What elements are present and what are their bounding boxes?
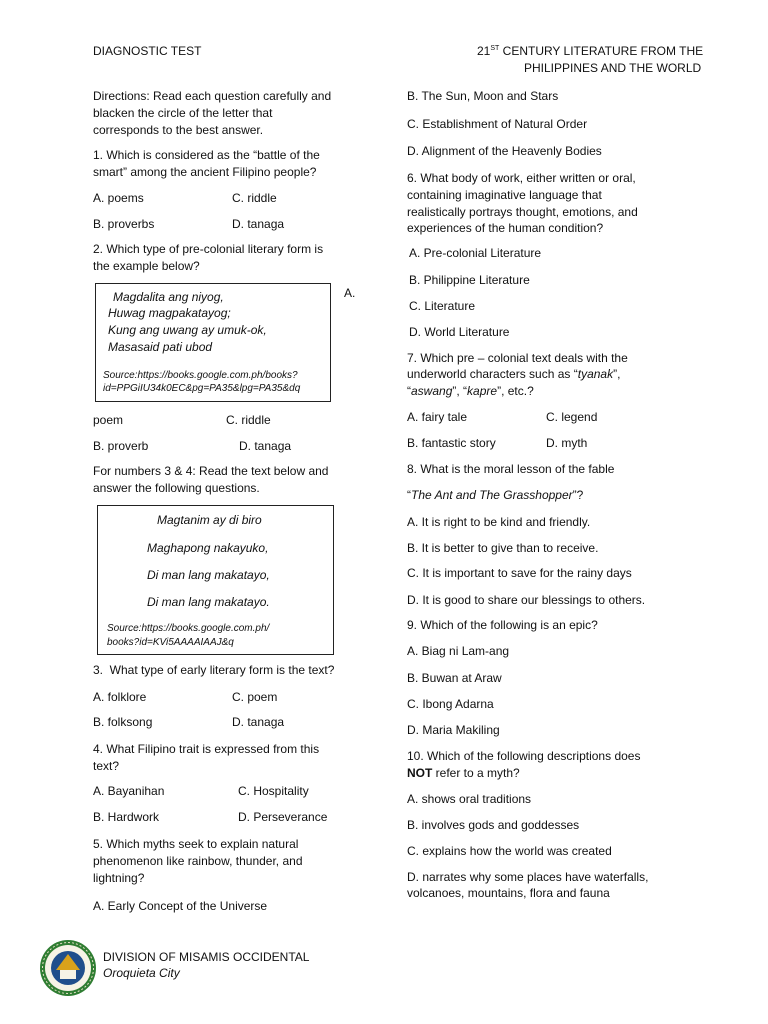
q8-option-a: A. It is right to be kind and friendly.: [407, 515, 591, 529]
q7-line-1: 7. Which pre – colonial text deals with the: [407, 351, 628, 365]
q8-option-c: C. It is important to save for the rainy days: [407, 566, 632, 580]
q1-option-b: B. proverbs: [93, 217, 155, 231]
q5-option-a: A. Early Concept of the Universe: [93, 899, 268, 913]
q2-option-a: poem: [93, 413, 124, 427]
q2-line-2: the example below?: [93, 259, 200, 273]
q9-line: 9. Which of the following is an epic?: [407, 618, 598, 632]
q2-poem-line-2: Huwag magpakatayog;: [108, 306, 231, 320]
q6-line-4: experiences of the human condition?: [407, 221, 604, 235]
poem2-line-4: Di man lang makatayo.: [147, 595, 270, 609]
q1-option-c: C. riddle: [232, 191, 277, 205]
q3-option-d: D. tanaga: [232, 715, 285, 729]
footer-city: Oroquieta City: [103, 966, 180, 980]
q10-line-2: NOT refer to a myth?: [407, 766, 520, 780]
poem2-line-3: Di man lang makatayo,: [147, 568, 270, 582]
q3-option-b: B. folksong: [93, 715, 153, 729]
q34-intro-line-2: answer the following questions.: [93, 481, 260, 495]
q3-option-c: C. poem: [232, 690, 278, 704]
q4-option-d: D. Perseverance: [238, 810, 328, 824]
q1-option-a: A. poems: [93, 191, 144, 205]
q4-option-a: A. Bayanihan: [93, 784, 165, 798]
q3-line: 3. What type of early literary form is the text?: [93, 663, 335, 677]
q5-option-d: D. Alignment of the Heavenly Bodies: [407, 144, 602, 158]
q2-option-a-marker: A.: [344, 286, 356, 300]
q10-line-1: 10. Which of the following descriptions does: [407, 749, 641, 763]
q6-line-3: realistically portrays thought, emotions, and: [407, 205, 638, 219]
deped-seal-icon: [38, 938, 98, 998]
q7-option-c: C. legend: [546, 410, 598, 424]
q34-intro-line-1: For numbers 3 & 4: Read the text below and: [93, 464, 329, 478]
q1-line-1: 1. Which is considered as the “battle of the: [93, 148, 320, 162]
doc-header-right-line1: 21ST CENTURY LITERATURE FROM THE: [477, 44, 704, 58]
directions-line-2: blacken the circle of the letter that: [93, 106, 273, 120]
q7-option-a: A. fairy tale: [407, 410, 468, 424]
q9-option-d: D. Maria Makiling: [407, 723, 500, 737]
q1-line-2: smart” among the ancient Filipino people?: [93, 165, 317, 179]
q8-line-1: 8. What is the moral lesson of the fable: [407, 462, 615, 476]
q8-option-b: B. It is better to give than to receive.: [407, 541, 599, 555]
q5-option-b: B. The Sun, Moon and Stars: [407, 89, 559, 103]
q10-option-d-line-2: volcanoes, mountains, flora and fauna: [407, 886, 610, 900]
poem2-line-2: Maghapong nakayuko,: [147, 541, 269, 555]
directions-line-1: Directions: Read each question carefully and: [93, 89, 332, 103]
q2-poem-line-1: Magdalita ang niyog,: [113, 290, 224, 304]
q8-option-d: D. It is good to share our blessings to others.: [407, 593, 646, 607]
poem2-source-line-2: books?id=KVi5AAAAIAAJ&q: [107, 637, 234, 648]
q7-option-d: D. myth: [546, 436, 588, 450]
q7-line-2: underworld characters such as “tyanak”,: [407, 367, 621, 381]
q2-option-c: C. riddle: [226, 413, 271, 427]
q9-option-c: C. Ibong Adarna: [407, 697, 494, 711]
directions-line-3: corresponds to the best answer.: [93, 123, 264, 137]
q1-option-d: D. tanaga: [232, 217, 285, 231]
q2-poem-line-3: Kung ang uwang ay umuk-ok,: [108, 323, 267, 337]
doc-header-left: DIAGNOSTIC TEST: [93, 44, 202, 58]
q5-line-2: phenomenon like rainbow, thunder, and: [93, 854, 303, 868]
q2-option-b: B. proverb: [93, 439, 149, 453]
q6-line-1: 6. What body of work, either written or oral,: [407, 171, 636, 185]
footer-division: DIVISION OF MISAMIS OCCIDENTAL: [103, 950, 310, 964]
q4-option-c: C. Hospitality: [238, 784, 309, 798]
q6-option-c: C. Literature: [409, 299, 476, 313]
q9-option-a: A. Biag ni Lam-ang: [407, 644, 510, 658]
doc-header-right-line2: PHILIPPINES AND THE WORLD: [524, 61, 702, 75]
q7-option-b: B. fantastic story: [407, 436, 496, 450]
q6-option-d: D. World Literature: [409, 325, 510, 339]
q2-option-d: D. tanaga: [239, 439, 292, 453]
q2-poem-line-4: Masasaid pati ubod: [108, 340, 213, 354]
q7-line-3: “aswang”, “kapre”, etc.?: [407, 384, 534, 398]
q6-option-a: A. Pre-colonial Literature: [409, 246, 542, 260]
q4-line-1: 4. What Filipino trait is expressed from this: [93, 742, 320, 756]
q4-option-b: B. Hardwork: [93, 810, 160, 824]
q10-option-a: A. shows oral traditions: [407, 792, 532, 806]
q5-line-1: 5. Which myths seek to explain natural: [93, 837, 299, 851]
q10-option-c: C. explains how the world was created: [407, 844, 612, 858]
q10-option-b: B. involves gods and goddesses: [407, 818, 580, 832]
poem2-source-line-1: Source:https://books.google.com.ph/: [107, 623, 270, 634]
q2-source-line-1: Source:https://books.google.com.ph/books?: [103, 370, 298, 381]
q5-option-c: C. Establishment of Natural Order: [407, 117, 588, 131]
q5-line-3: lightning?: [93, 871, 145, 885]
poem2-line-1: Magtanim ay di biro: [157, 513, 262, 527]
q4-line-2: text?: [93, 759, 120, 773]
q9-option-b: B. Buwan at Araw: [407, 671, 502, 685]
q6-line-2: containing imaginative language that: [407, 188, 602, 202]
q8-line-2: “The Ant and The Grasshopper”?: [407, 488, 584, 502]
q2-line-1: 2. Which type of pre-colonial literary form is: [93, 242, 324, 256]
q6-option-b: B. Philippine Literature: [409, 273, 530, 287]
q3-option-a: A. folklore: [93, 690, 147, 704]
q10-option-d-line-1: D. narrates why some places have waterfalls,: [407, 870, 649, 884]
q2-source-line-2: id=PPGiIU34k0EC&pg=PA35&lpg=PA35&dq: [103, 383, 301, 394]
